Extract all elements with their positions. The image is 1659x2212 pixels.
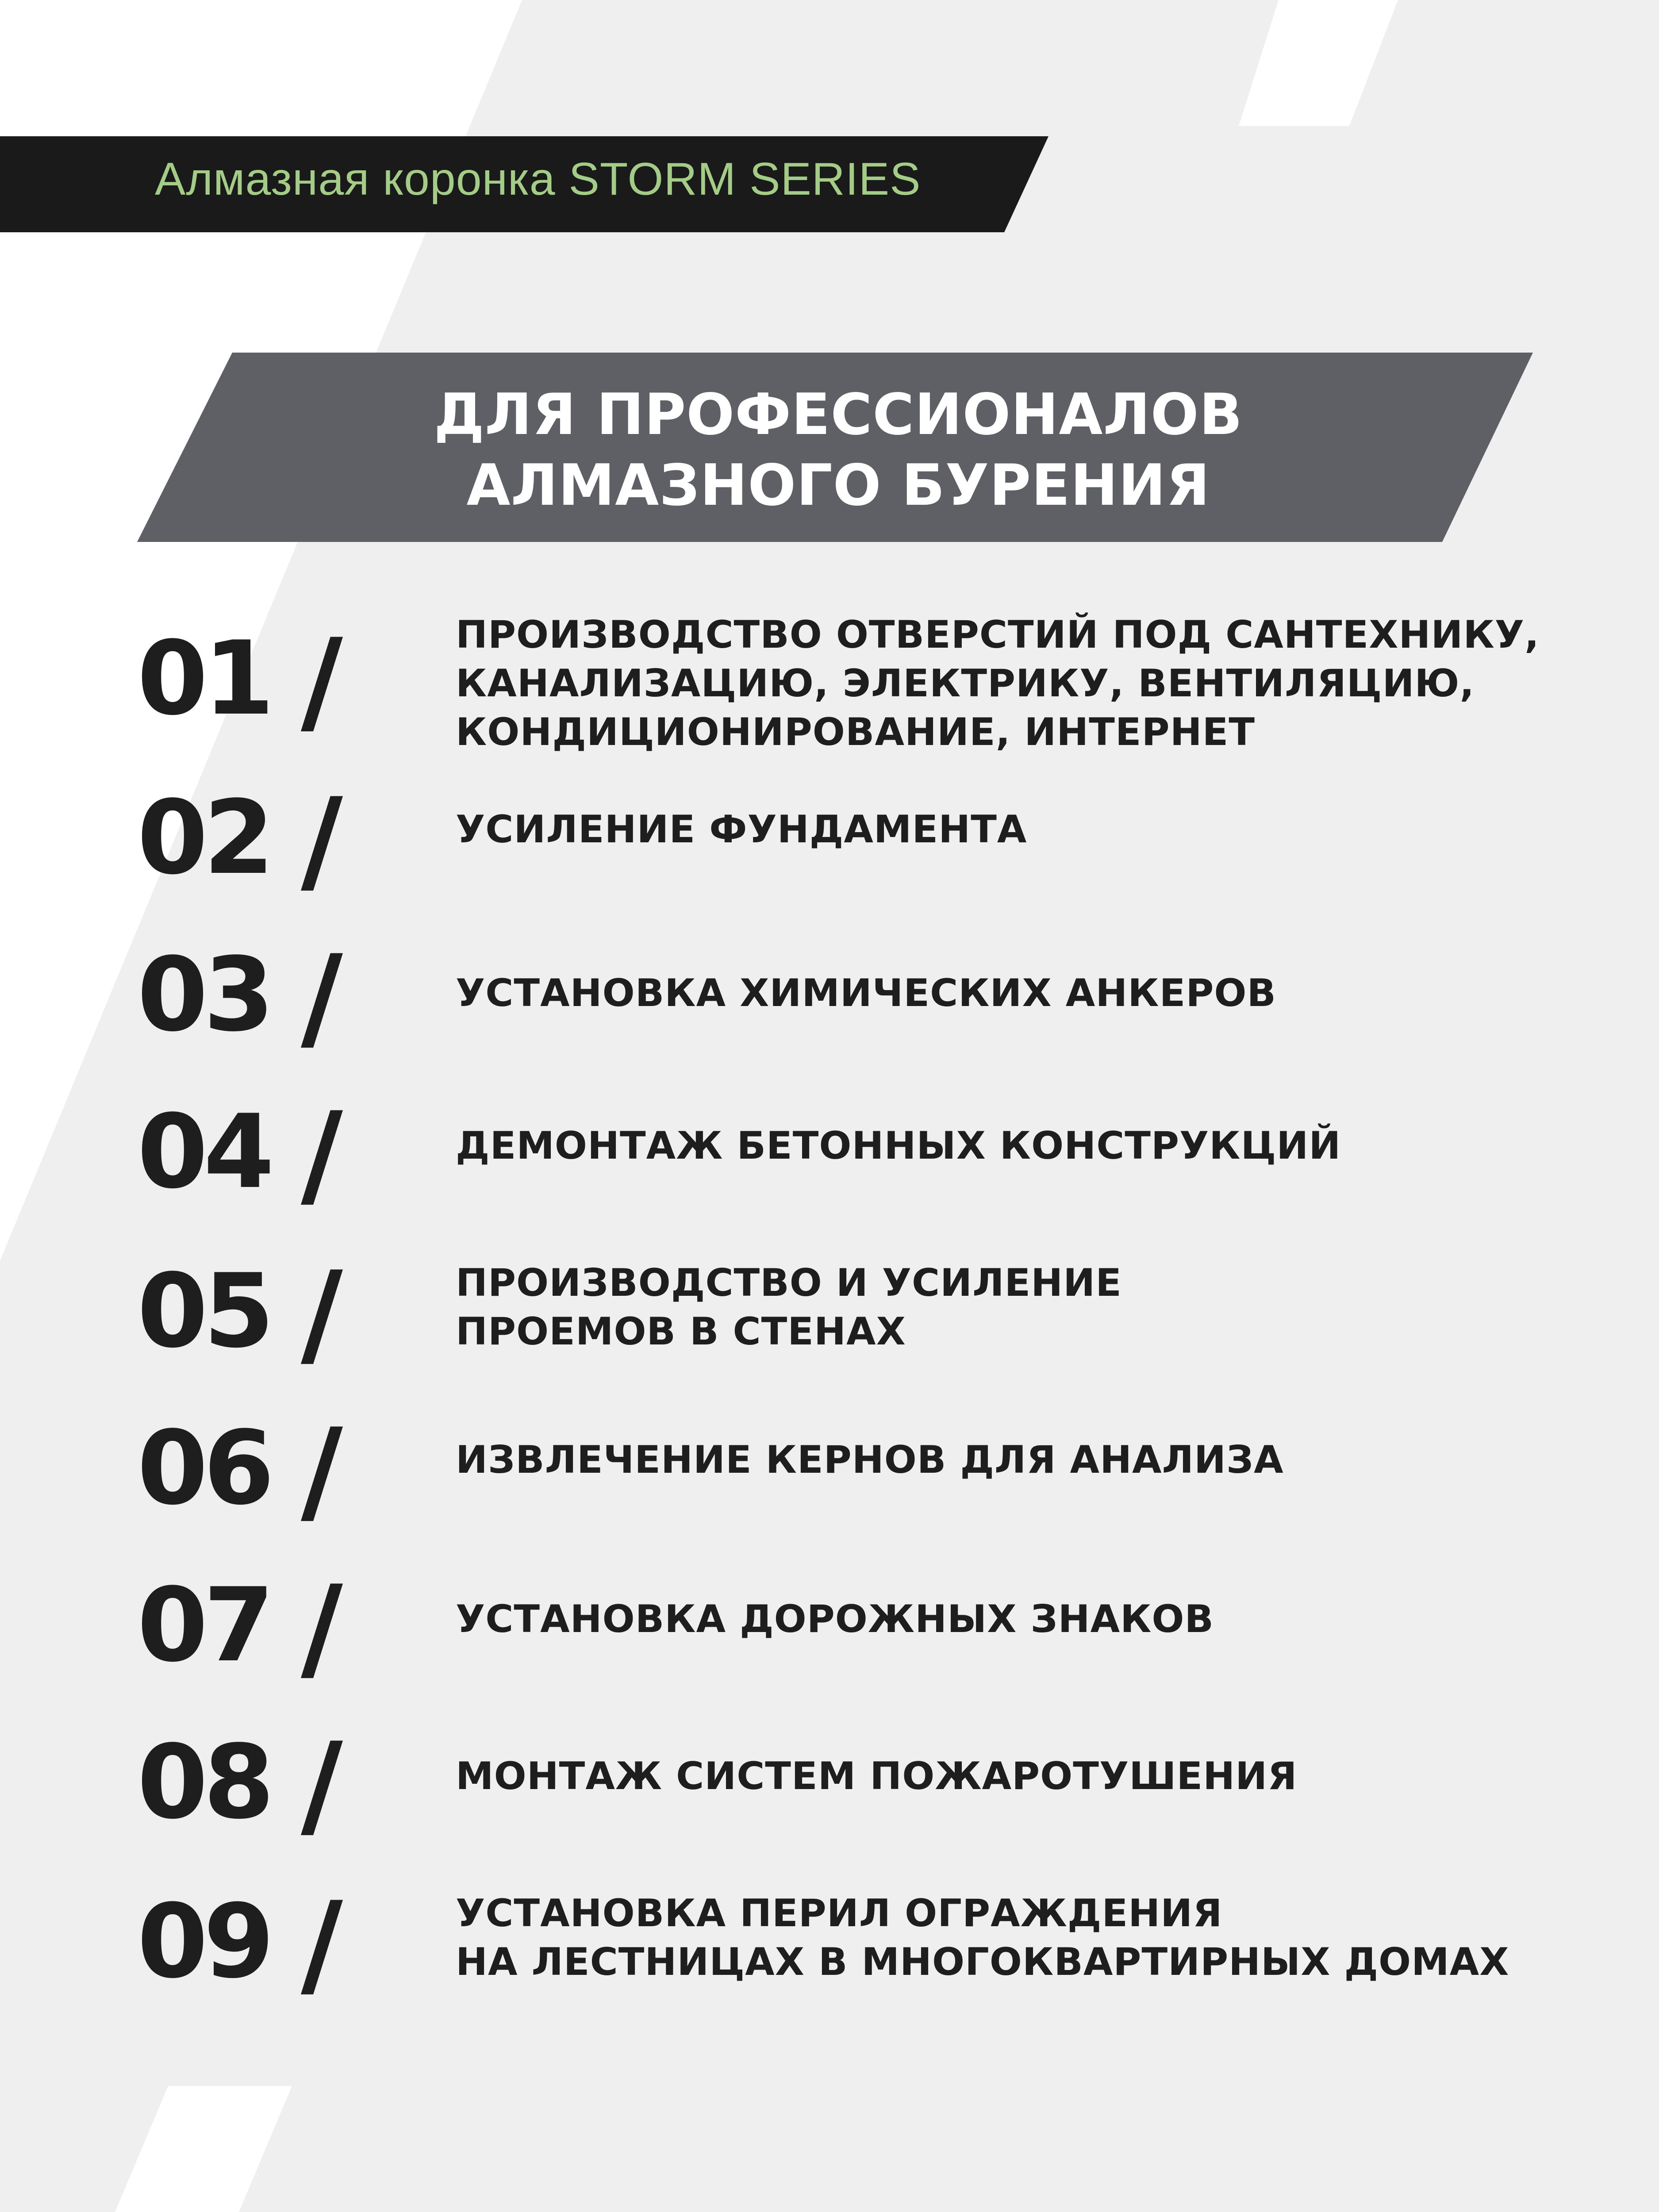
item-slash: / <box>301 1247 343 1381</box>
item-text-line: УСТАНОВКА ПЕРИЛ ОГРАЖДЕНИЯ <box>456 1891 1223 1936</box>
item-number: 01 <box>137 620 270 738</box>
item-text <box>456 1595 1540 1644</box>
item-number: 04 <box>137 1093 270 1211</box>
item-slash: / <box>301 931 343 1064</box>
item-number: 06 <box>137 1409 270 1528</box>
item-slash: / <box>301 774 343 907</box>
item-text-line: ДЕМОНТАЖ БЕТОННЫХ КОНСТРУКЦИЙ <box>456 1124 1341 1168</box>
page-heading <box>345 380 1332 521</box>
item-slash: / <box>301 614 343 748</box>
item-number: 09 <box>137 1883 270 2001</box>
item-text <box>456 1752 1540 1801</box>
item-text <box>456 805 1540 854</box>
item-text-line: УСТАНОВКА ДОРОЖНЫХ ЗНАКОВ <box>456 1597 1214 1641</box>
heading-line-2: АЛМАЗНОГО БУРЕНИЯ <box>466 453 1210 518</box>
item-text-line: МОНТАЖ СИСТЕМ ПОЖАРОТУШЕНИЯ <box>456 1754 1298 1798</box>
item-text <box>456 969 1540 1018</box>
heading-line-1: ДЛЯ ПРОФЕССИОНАЛОВ <box>434 382 1243 448</box>
item-text <box>456 1436 1540 1484</box>
item-slash: / <box>301 1088 343 1221</box>
item-number: 03 <box>137 936 270 1054</box>
item-text-line: УСИЛЕНИЕ ФУНДАМЕНТА <box>456 807 1027 852</box>
item-number: 02 <box>137 779 270 897</box>
item-slash: / <box>301 1561 343 1695</box>
item-text-line: ИЗВЛЕЧЕНИЕ КЕРНОВ ДЛЯ АНАЛИЗА <box>456 1438 1284 1482</box>
item-text <box>456 1889 1540 1986</box>
item-number: 07 <box>137 1567 270 1685</box>
item-number: 05 <box>137 1252 270 1371</box>
item-slash: / <box>301 1404 343 1538</box>
item-text-line: КАНАЛИЗАЦИЮ, ЭЛЕКТРИКУ, ВЕНТИЛЯЦИЮ, <box>456 661 1475 706</box>
item-text <box>456 611 1540 757</box>
product-title: Алмазная коронка STORM SERIES <box>155 154 921 205</box>
item-text-line: УСТАНОВКА ХИМИЧЕСКИХ АНКЕРОВ <box>456 971 1277 1015</box>
item-text-line: ПРОИЗВОДСТВО И УСИЛЕНИЕ <box>456 1261 1122 1305</box>
item-text-line: ПРОИЗВОДСТВО ОТВЕРСТИЙ ПОД САНТЕХНИКУ, <box>456 613 1540 657</box>
item-text-line: НА ЛЕСТНИЦАХ В МНОГОКВАРТИРНЫХ ДОМАХ <box>456 1940 1509 1984</box>
item-number: 08 <box>137 1724 270 1842</box>
item-slash: / <box>301 1878 343 2011</box>
item-text-line: КОНДИЦИОНИРОВАНИЕ, ИНТЕРНЕТ <box>456 710 1256 754</box>
item-text-line: ПРОЕМОВ В СТЕНАХ <box>456 1310 906 1354</box>
item-text <box>456 1259 1540 1356</box>
item-text <box>456 1121 1540 1170</box>
item-slash: / <box>301 1718 343 1852</box>
